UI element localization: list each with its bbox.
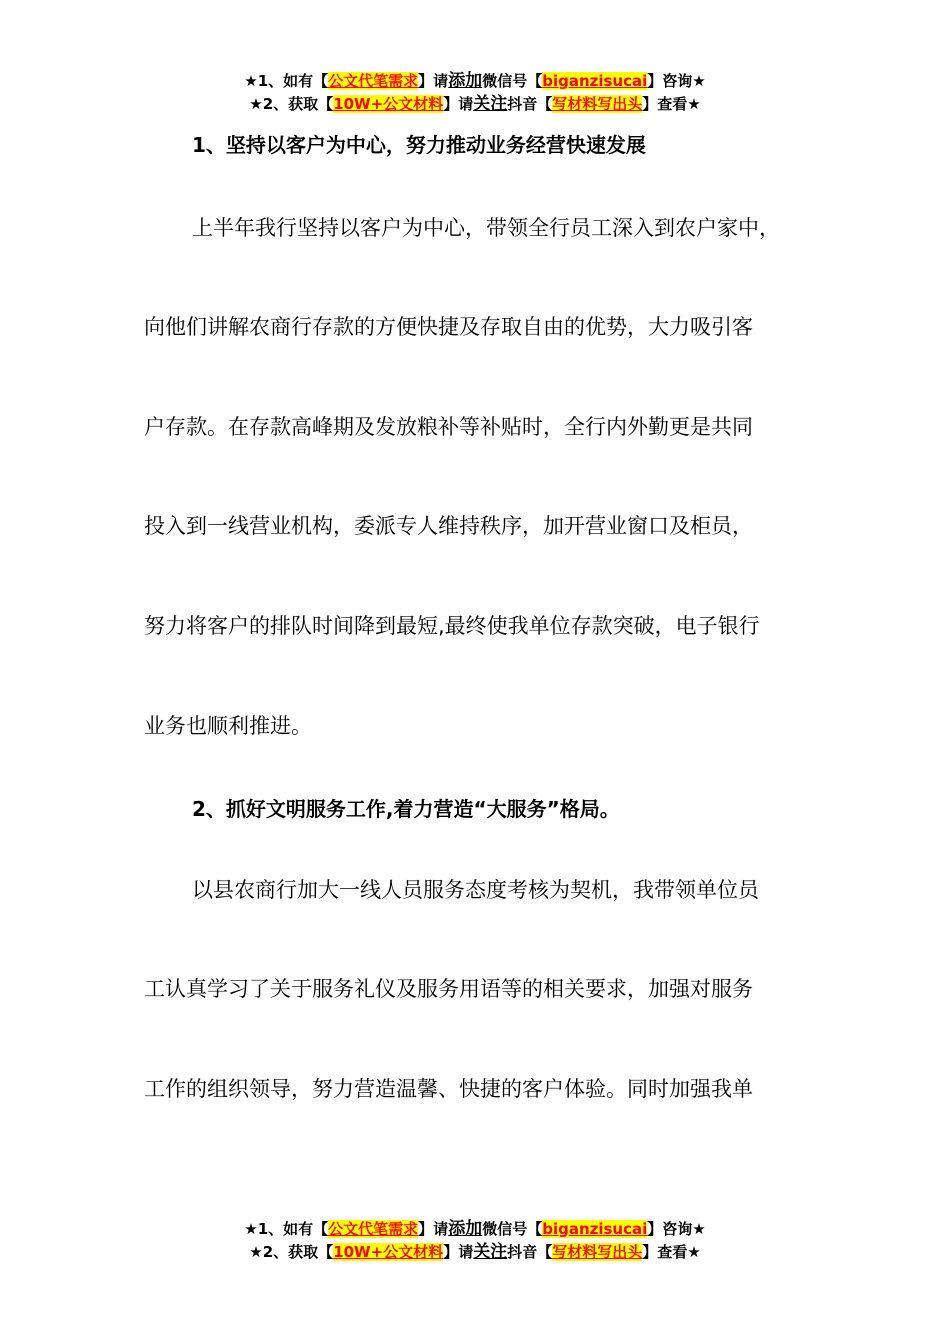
- banner-text: 】咨询: [647, 1220, 693, 1238]
- star-icon: ★: [249, 95, 263, 113]
- highlight-materials: 10W+公文材料: [333, 1243, 444, 1261]
- section-1-heading: 1、坚持以客户为中心，努力推动业务经营快速发展: [192, 133, 646, 157]
- banner-text: 微信号【: [482, 72, 543, 90]
- section-2-heading: 2、抓好文明服务工作,着力营造“大服务”格局。: [192, 797, 620, 821]
- banner-emphasis: 关注: [473, 1242, 508, 1262]
- paragraph-line: 努力将客户的排队时间降到最短,最终使我单位存款突破，电子银行: [144, 614, 760, 638]
- header-banner: [0, 70, 950, 116]
- wechat-id-link[interactable]: biganzisucai: [542, 72, 648, 90]
- banner-emphasis: 添加: [448, 71, 483, 91]
- paragraph-line: 户存款。在存款高峰期及发放粮补等补贴时，全行内外勤更是共同: [144, 415, 753, 439]
- paragraph-line: 上半年我行坚持以客户为中心，带领全行员工深入到农户家中，: [192, 216, 780, 240]
- star-icon: ★: [692, 72, 706, 90]
- banner-line-1: [0, 1218, 950, 1241]
- banner-text: 】请: [443, 95, 474, 113]
- highlight-materials: 10W+公文材料: [333, 95, 444, 113]
- banner-text: 】请: [418, 1220, 449, 1238]
- star-icon: ★: [244, 72, 258, 90]
- star-icon: ★: [692, 1220, 706, 1238]
- banner-text: 微信号【: [482, 1220, 543, 1238]
- banner-emphasis: 关注: [473, 94, 508, 114]
- star-icon: ★: [687, 1243, 701, 1261]
- paragraph-line: 以县农商行加大一线人员服务态度考核为契机，我带领单位员: [192, 878, 759, 902]
- paragraph-line: 向他们讲解农商行存款的方便快捷及存取自由的优势，大力吸引客: [144, 315, 753, 339]
- banner-line-2: [0, 93, 950, 116]
- paragraph-line: 业务也顺利推进。: [144, 714, 312, 738]
- paragraph-line: 工认真学习了关于服务礼仪及服务用语等的相关要求，加强对服务: [144, 977, 753, 1001]
- douyin-account-link[interactable]: 写材料写出头: [552, 1243, 643, 1261]
- banner-text: 2、获取【: [262, 1243, 334, 1261]
- paragraph-line: 投入到一线营业机构，委派专人维持秩序，加开营业窗口及柜员，: [144, 514, 753, 538]
- star-icon: ★: [244, 1220, 258, 1238]
- paragraph-line: 工作的组织领导，努力营造温馨、快捷的客户体验。同时加强我单: [144, 1077, 753, 1101]
- banner-emphasis: 添加: [448, 1219, 483, 1239]
- banner-text: 】查看: [642, 95, 688, 113]
- banner-text: 1、如有【: [257, 72, 329, 90]
- highlight-service: 公文代笔需求: [328, 72, 419, 90]
- banner-text: 】请: [443, 1243, 474, 1261]
- banner-text: 1、如有【: [257, 1220, 329, 1238]
- banner-text: 抖音【: [507, 95, 553, 113]
- banner-text: 】请: [418, 72, 449, 90]
- douyin-account-link[interactable]: 写材料写出头: [552, 95, 643, 113]
- highlight-service: 公文代笔需求: [328, 1220, 419, 1238]
- footer-banner: [0, 1218, 950, 1264]
- star-icon: ★: [687, 95, 701, 113]
- banner-text: 】咨询: [647, 72, 693, 90]
- banner-line-2: [0, 1241, 950, 1264]
- star-icon: ★: [249, 1243, 263, 1261]
- banner-text: 】查看: [642, 1243, 688, 1261]
- banner-line-1: [0, 70, 950, 93]
- banner-text: 抖音【: [507, 1243, 553, 1261]
- wechat-id-link[interactable]: biganzisucai: [542, 1220, 648, 1238]
- banner-text: 2、获取【: [262, 95, 334, 113]
